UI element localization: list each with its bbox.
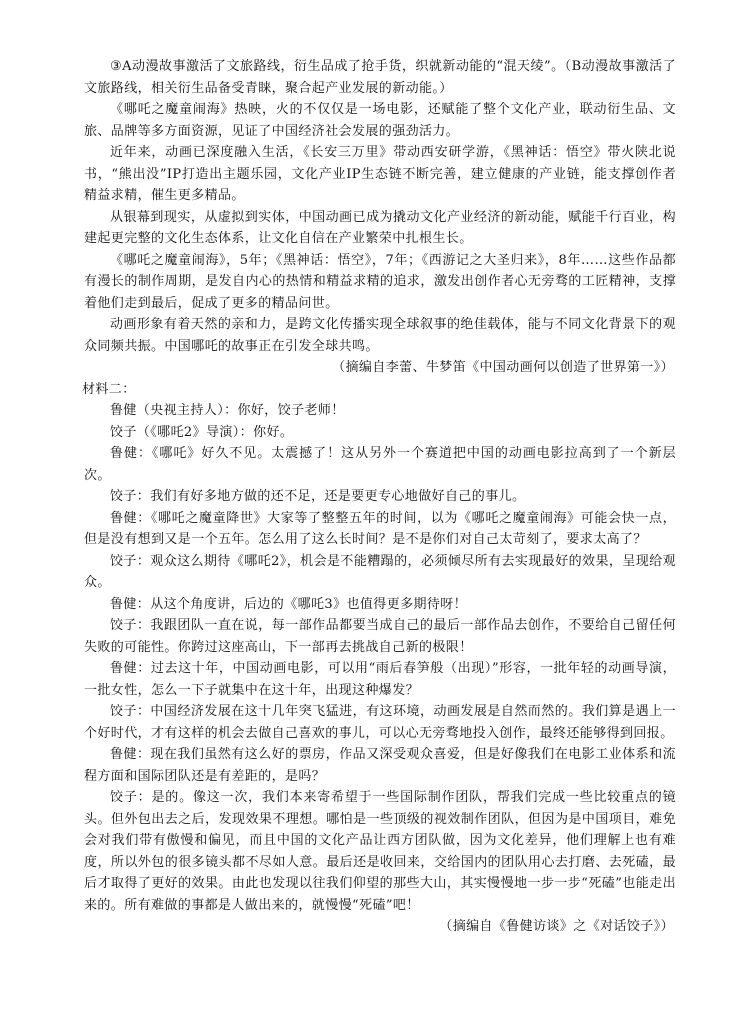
paragraph-animation-life: 近年来，动画已深度融入生活，《长安三万里》带动西安研学游，《黑神话：悟空》带火陕北说书，“熊出没”IP打造出主题乐园，文化产业IP生态链不断完善，建立健康的产业链，能支撑创作者精益求精，催生更多精品。	[84, 145, 676, 203]
paragraph-production-cycle: 《哪吒之魔童闹海》，5年；《黑神话：悟空》，7年；《西游记之大圣归来》，8年……这些作品都有漫长的制作周期，是发自内心的热情和精益求精的追求，激发出创作者心无旁骛的工匠精神，支撑着他们走到最后，促成了更多的精品问世。	[84, 252, 676, 311]
dialogue-line: 鲁健：现在我们虽然有这么好的票房，作品又深受观众喜爱，但是好像我们在电影工业体系和流程方面和国际团队还是有差距的，是吗？	[84, 747, 676, 784]
paragraph-global-resonance: 动画形象有着天然的亲和力，是跨文化传播实现全球叙事的绝佳载体，能与不同文化背景下的观众同频共振。中国哪吒的故事正在引发全球共鸣。	[84, 317, 676, 354]
material2-heading: 材料二：	[82, 381, 136, 397]
dialogue-line: 鲁健：《哪吒之魔童降世》大家等了整整五年的时间，以为《哪吒之魔童闹海》可能会快一点，但是没有想到又是一个五年。怎么用了这么长时间？是不是你们对自己太苛刻了，要求太高了？	[84, 510, 676, 547]
dialogue-line: 饺子（《哪吒2》导演）：你好。	[110, 424, 294, 440]
dialogue-line: 鲁健：《哪吒》好久不见。太震撼了！这从另外一个赛道把中国的动画电影拉高到了一个新层次。	[84, 446, 676, 483]
source-citation-material1: （摘编自李蕾、牛梦笛《中国动画何以创造了世界第一》）	[332, 360, 674, 375]
dialogue-line: 鲁健：过去这十年，中国动画电影，可以用“雨后春笋般（出现）”形容，一批年轻的动画导演，一批女性，怎么一下子就集中在这十年，出现这种爆发？	[84, 661, 676, 698]
dialogue-line: 饺子：中国经济发展在这十几年突飞猛进，有这环境，动画发展是自然而然的。我们算是遇上一个好时代，才有这样的机会去做自己喜欢的事儿，可以心无旁骛地投入创作，最终还能够得到回报。	[84, 704, 676, 741]
dialogue-line: 鲁健：从这个角度讲，后边的《哪吒3》也值得更多期待呀！	[110, 596, 468, 612]
dialogue-line: 饺子：观众这么期待《哪吒2》，机会是不能糟蹋的，必须倾尽所有去实现最好的效果，呈现给观众。	[84, 553, 676, 590]
document-page	[84, 56, 676, 938]
dialogue-line: 饺子：是的。像这一次，我们本来寄希望于一些国际制作团队，帮我们完成一些比较重点的镜头。但外包出去之后，发现效果不理想。哪怕是一些顶级的视效制作团队，但因为是中国项目，难免会对我们带有傲慢和偏见，而且中国的文化产品让西方团队做，因为文化差异，他们理解上也有难度，所以外包的很多镜头都不尽如人意。最后还是收回来，交给国内的团队用心去打磨、去死磕，最后才取得了更好的效果。由此也发现以往我们仰望的那些大山，其实慢慢地一步一步“死磕”也能走出来的。所有难做的事都是人做出来的，就慢慢“死磕”吧！	[84, 790, 676, 913]
paragraph-nezha-hit: 《哪吒之魔童闹海》热映，火的不仅仅是一场电影，还赋能了整个文化产业，联动衍生品、文旅、品牌等多方面资源，见证了中国经济社会发展的强劲活力。	[84, 102, 676, 139]
paragraph-screen-to-reality: 从银幕到现实，从虚拟到实体，中国动画已成为撬动文化产业经济的新动能，赋能千行百业，构建起更完整的文化生态体系，让文化自信在产业繁荣中扎根生长。	[84, 209, 676, 246]
paragraph-revision-options: ③A动漫故事激活了文旅路线，衍生品成了抢手货，织就新动能的“混天绫”。（B动漫故事激活了文旅路线，相关衍生品备受青睐，聚合起产业发展的新动能。）	[84, 59, 676, 96]
dialogue-line: 饺子：我跟团队一直在说，每一部作品都要当成自己的最后一部作品去创作，不要给自己留任何失败的可能性。你跨过这座高山，下一部再去挑战自己新的极限！	[84, 618, 676, 655]
dialogue-line: 饺子：我们有好多地方做的还不足，还是要更专心地做好自己的事儿。	[110, 489, 526, 504]
source-citation-material2: （摘编自《鲁健访谈》之《对话饺子》）	[439, 919, 674, 934]
dialogue-line: 鲁健（央视主持人）：你好，饺子老师！	[110, 403, 345, 418]
